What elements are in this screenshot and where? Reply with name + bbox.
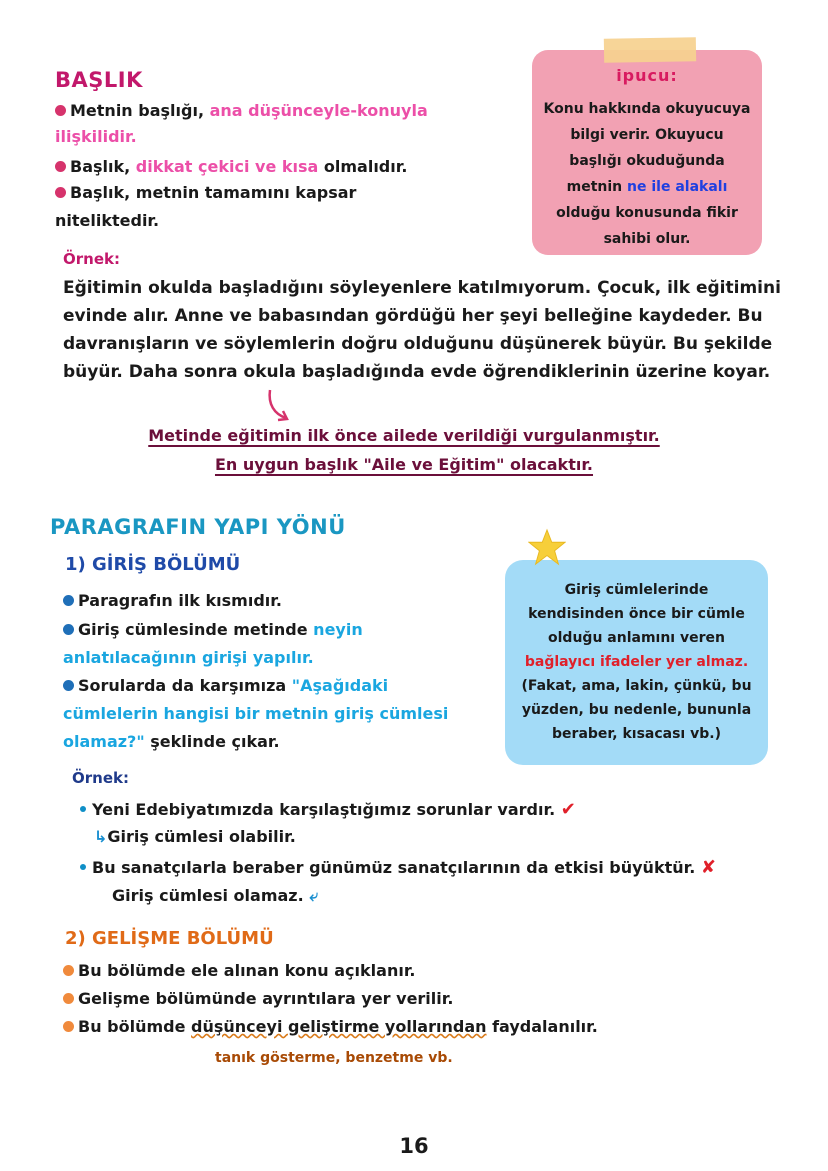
bullet-dot-icon xyxy=(80,864,86,870)
curved-arrow-icon: ⤶ xyxy=(309,886,319,905)
giris-bullet-1: Paragrafın ilk kısmıdır. xyxy=(63,590,282,612)
subsection-title-giris: 1) GİRİŞ BÖLÜMÜ xyxy=(65,554,241,575)
flower-bullet-icon xyxy=(63,993,74,1004)
subsection-title-gelisme: 2) GELİŞME BÖLÜMÜ xyxy=(65,928,274,949)
giris-bullet-2: Giriş cümlesinde metinde neyin xyxy=(63,619,363,641)
info-line-6: yüzden, bu nedenle, bununla xyxy=(521,702,752,718)
tip-line-1: Konu hakkında okuyucuya xyxy=(543,101,751,117)
cross-icon: ✘ xyxy=(700,857,716,878)
example-item-2: Bu sanatçılarla beraber günümüz sanatçılarının da etkisi büyüktür. ✘ xyxy=(80,857,716,879)
flower-bullet-icon xyxy=(55,161,66,172)
info-line-7: beraber, kısacası vb.) xyxy=(552,726,721,742)
tip-line-3: başlığı okuduğunda xyxy=(569,153,725,169)
flower-bullet-icon xyxy=(63,680,74,691)
baslik-bullet-3: Başlık, metnin tamamını kapsar xyxy=(55,182,356,204)
giris-bullet-3: Sorularda da karşımıza "Aşağıdaki xyxy=(63,675,388,697)
giris-bullet-3-cont-2: olamaz?" şeklinde çıkar. xyxy=(63,732,280,751)
baslik-bullet-2: Başlık, dikkat çekici ve kısa olmalıdır. xyxy=(55,156,407,178)
baslik-bullet-3-cont: niteliktedir. xyxy=(55,211,160,230)
info-line-3: olduğu anlamını veren xyxy=(548,630,725,646)
flower-bullet-icon xyxy=(55,187,66,198)
example-item-2-note: Giriş cümlesi olamaz. ⤶ xyxy=(112,886,319,905)
gelisme-bullet-1: Bu bölümde ele alınan konu açıklanır. xyxy=(63,960,416,982)
info-line-1: Giriş cümlelerinde xyxy=(564,582,709,598)
example-label-2: Örnek: xyxy=(72,769,129,787)
baslik-bullet-1-cont: ilişkilidir. xyxy=(55,127,137,146)
star-icon xyxy=(528,528,566,566)
example-item-1: Yeni Edebiyatımızda karşılaştığımız sorunlar vardır. ✔ xyxy=(80,799,576,821)
section-title-baslik: BAŞLIK xyxy=(55,68,143,92)
section-title-paragraf: PARAGRAFIN YAPI YÖNÜ xyxy=(50,515,346,539)
tip-line-5: olduğu konusunda fikir xyxy=(556,205,738,221)
example-conclusion-2: En uygun başlık "Aile ve Eğitim" olacaktır. xyxy=(214,455,594,474)
gelisme-note: tanık gösterme, benzetme vb. xyxy=(215,1050,453,1066)
tip-line-2: bilgi verir. Okuyucu xyxy=(570,127,724,143)
tape-decoration xyxy=(604,37,696,63)
gelisme-bullet-3: Bu bölümde düşünceyi geliştirme yollarından faydalanılır. xyxy=(63,1016,598,1038)
info-line-5: (Fakat, ama, lakin, çünkü, bu xyxy=(521,678,752,694)
page-number: 16 xyxy=(399,1134,429,1158)
example-item-1-note: ↳Giriş cümlesi olabilir. xyxy=(94,827,296,846)
example-text-line-4: büyür. Daha sonra okula başladığında evde öğrendiklerinin üzerine koyar. xyxy=(63,362,771,382)
giris-bullet-3-cont: cümlelerin hangisi bir metnin giriş cümlesi xyxy=(63,704,449,723)
example-text-line-2: evinde alır. Anne ve babasından gördüğü her şeyi belleğine kaydeder. Bu xyxy=(63,306,763,326)
example-text-line-1: Eğitimin okulda başladığını söyleyenlere katılmıyorum. Çocuk, ilk eğitimini xyxy=(63,278,781,298)
flower-bullet-icon xyxy=(63,595,74,606)
giris-bullet-2-cont: anlatılacağının girişi yapılır. xyxy=(63,648,314,667)
tip-card-title: ipucu: xyxy=(616,66,678,85)
tip-line-6: sahibi olur. xyxy=(603,231,691,247)
check-icon: ✔ xyxy=(560,799,576,820)
curved-arrow-icon: ↳ xyxy=(94,827,108,846)
flower-bullet-icon xyxy=(63,965,74,976)
flower-bullet-icon xyxy=(55,105,66,116)
arrow-down-icon xyxy=(264,388,294,424)
gelisme-bullet-2: Gelişme bölümünde ayrıntılara yer verilir. xyxy=(63,988,453,1010)
tip-line-4: metnin ne ile alakalı xyxy=(566,179,728,195)
example-label: Örnek: xyxy=(63,250,120,268)
flower-bullet-icon xyxy=(63,624,74,635)
example-conclusion-1: Metinde eğitimin ilk önce ailede verildiği vurgulanmıştır. xyxy=(148,426,660,445)
baslik-bullet-1: Metnin başlığı, ana düşünceyle-konuyla xyxy=(55,100,428,122)
bullet-dot-icon xyxy=(80,806,86,812)
info-line-4: bağlayıcı ifadeler yer almaz. xyxy=(524,654,749,670)
example-text-line-3: davranışların ve söylemlerin doğru olduğunu düşünerek büyür. Bu şekilde xyxy=(63,334,773,354)
flower-bullet-icon xyxy=(63,1021,74,1032)
info-line-2: kendisinden önce bir cümle xyxy=(528,606,745,622)
